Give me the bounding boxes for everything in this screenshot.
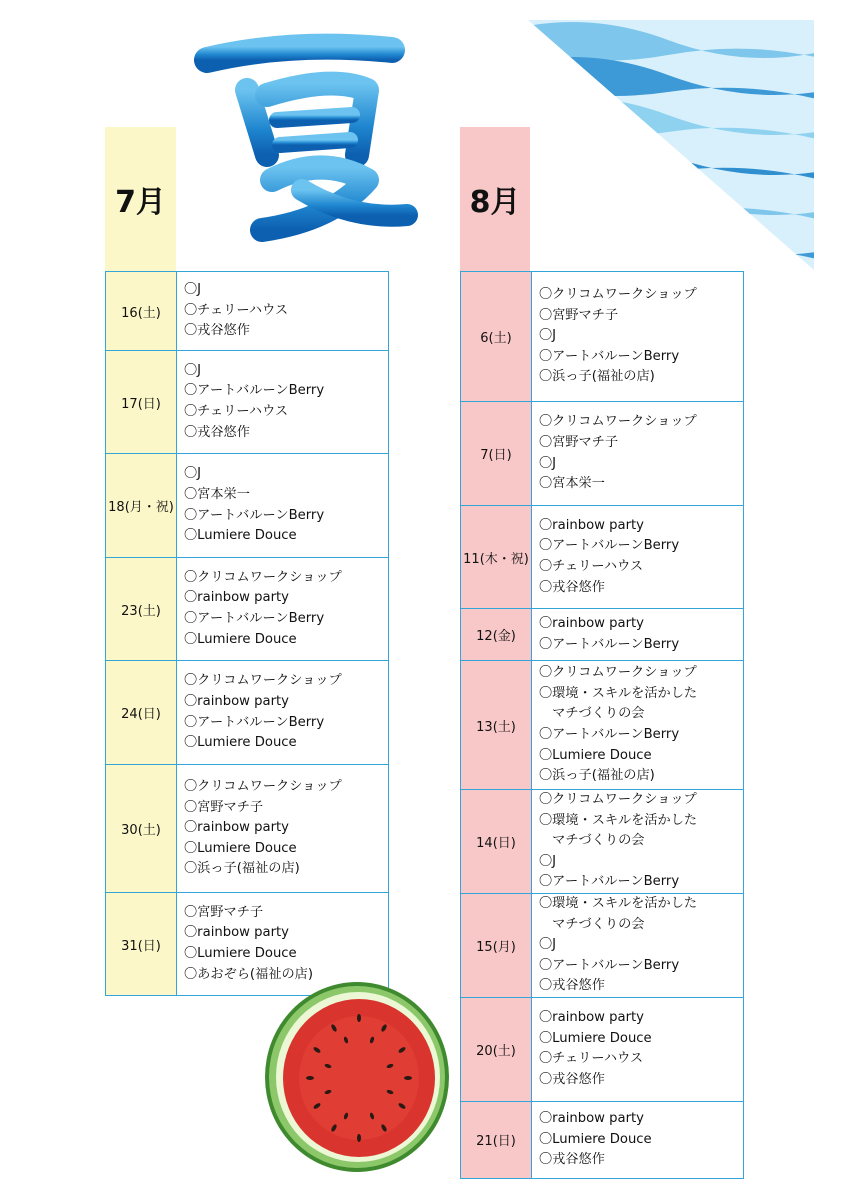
- event-item: 〇Lumiere Douce: [184, 946, 297, 961]
- event-item: 〇アートバルーンBerry: [539, 957, 680, 973]
- event-item: 〇アートバルーンBerry: [184, 383, 325, 399]
- events-cell: [177, 558, 389, 661]
- july-schedule-table: [105, 271, 389, 996]
- date-cell: 12(金): [461, 609, 532, 661]
- event-item: 〇アートバルーンBerry: [539, 348, 680, 364]
- event-item: 〇宮本栄一: [184, 486, 250, 502]
- events-cell: [532, 609, 744, 661]
- july-month-label: [105, 127, 176, 271]
- event-item: 〇クリコムワークショップ: [539, 414, 697, 430]
- date-cell: 15(月): [461, 894, 532, 998]
- events-cell: [177, 272, 389, 351]
- events-cell: [532, 997, 744, 1101]
- event-item: 〇Lumiere Douce: [539, 747, 652, 763]
- event-item: 〇浜っ子(福祉の店): [539, 369, 655, 385]
- date-cell: 31(日): [106, 893, 177, 996]
- event-item: 〇J: [539, 853, 557, 869]
- event-item: 〇Lumiere Douce: [539, 1131, 652, 1147]
- events-cell: [532, 272, 744, 402]
- event-item: マチづくりの会: [539, 916, 645, 932]
- event-item: 〇アートバルーンBerry: [539, 874, 680, 890]
- event-item: 〇rainbow party: [539, 615, 644, 631]
- event-item: 〇J: [539, 937, 557, 953]
- table-row: [461, 790, 744, 894]
- event-item: 〇環境・スキルを活かした: [539, 685, 698, 701]
- table-row: [106, 272, 389, 351]
- event-item: 〇J: [184, 282, 202, 298]
- events-cell: [177, 351, 389, 454]
- date-cell: 11(木・祝): [461, 506, 532, 609]
- event-item: 〇戎谷悠作: [184, 424, 250, 440]
- event-item: 〇rainbow party: [184, 693, 289, 709]
- event-item: 〇宮野マチ子: [539, 307, 619, 323]
- date-cell: 30(土): [106, 765, 177, 893]
- events-cell: [532, 506, 744, 609]
- event-item: 〇浜っ子(福祉の店): [184, 861, 300, 877]
- table-row: [461, 272, 744, 402]
- event-item: 〇アートバルーンBerry: [539, 636, 680, 652]
- event-item: マチづくりの会: [539, 833, 645, 849]
- event-item: 〇環境・スキルを活かした: [539, 896, 698, 911]
- event-item: 〇あおぞら(福祉の店): [184, 966, 313, 982]
- table-row: [461, 894, 744, 998]
- stripe-decoration: [528, 20, 814, 270]
- event-item: 〇環境・スキルを活かした: [539, 812, 698, 828]
- events-cell: [532, 661, 744, 790]
- date-cell: 24(日): [106, 661, 177, 765]
- table-row: [106, 558, 389, 661]
- august-schedule-table: [460, 271, 744, 1179]
- event-item: 〇宮野マチ子: [539, 434, 619, 450]
- date-cell: 17(日): [106, 351, 177, 454]
- date-cell: 6(土): [461, 272, 532, 402]
- event-item: 〇アートバルーンBerry: [539, 538, 680, 554]
- event-item: 〇J: [184, 466, 202, 482]
- events-cell: [532, 790, 744, 894]
- event-item: 〇戎谷悠作: [539, 1072, 605, 1088]
- event-item: 〇クリコムワークショップ: [184, 779, 342, 795]
- event-item: 〇チェリーハウス: [184, 404, 289, 419]
- event-item: マチづくりの会: [539, 706, 645, 722]
- table-row: [461, 609, 744, 661]
- table-row: [461, 997, 744, 1101]
- date-cell: 7(日): [461, 402, 532, 506]
- table-row: [461, 506, 744, 609]
- table-row: [461, 661, 744, 790]
- table-row: [106, 454, 389, 558]
- event-item: 〇戎谷悠作: [184, 323, 250, 339]
- august-month-text: 8月: [469, 185, 521, 220]
- table-row: [106, 765, 389, 893]
- events-cell: [532, 1101, 744, 1178]
- event-item: 〇クリコムワークショップ: [539, 287, 697, 303]
- events-cell: [532, 894, 744, 998]
- event-item: 〇アートバルーンBerry: [539, 727, 680, 742]
- event-item: 〇J: [539, 328, 557, 344]
- table-row: [461, 1101, 744, 1178]
- event-item: 〇Lumiere Douce: [184, 528, 297, 544]
- event-item: 〇アートバルーンBerry: [184, 507, 325, 523]
- event-item: 〇宮野マチ子: [184, 904, 264, 920]
- date-cell: 16(土): [106, 272, 177, 351]
- event-item: 〇rainbow party: [184, 590, 289, 606]
- event-item: 〇rainbow party: [539, 1010, 644, 1026]
- event-item: 〇Lumiere Douce: [184, 631, 297, 647]
- event-item: 〇宮本栄一: [539, 476, 605, 492]
- table-row: [461, 402, 744, 506]
- event-item: 〇宮野マチ子: [184, 799, 264, 815]
- july-month-text: 7月: [115, 185, 166, 220]
- date-cell: 13(土): [461, 661, 532, 790]
- event-item: 〇rainbow party: [539, 1111, 644, 1127]
- watermelon-illustration: [262, 980, 452, 1174]
- event-item: 〇チェリーハウス: [539, 559, 644, 574]
- event-item: 〇Lumiere Douce: [184, 840, 297, 856]
- events-cell: [177, 454, 389, 558]
- date-cell: 20(土): [461, 997, 532, 1101]
- date-cell: 23(土): [106, 558, 177, 661]
- event-item: 〇Lumiere Douce: [539, 1030, 652, 1046]
- event-item: 〇戎谷悠作: [539, 1152, 605, 1168]
- event-item: 〇チェリーハウス: [184, 302, 289, 318]
- summer-kanji-decoration: [192, 20, 422, 245]
- event-item: 〇戎谷悠作: [539, 579, 605, 595]
- date-cell: 18(月・祝): [106, 454, 177, 558]
- event-item: 〇rainbow party: [184, 925, 289, 941]
- date-cell: 14(日): [461, 790, 532, 894]
- event-item: 〇J: [539, 455, 557, 471]
- event-item: 〇クリコムワークショップ: [539, 792, 697, 808]
- event-item: 〇J: [184, 362, 202, 378]
- event-item: 〇クリコムワークショップ: [539, 665, 697, 681]
- event-item: 〇アートバルーンBerry: [184, 714, 325, 730]
- events-cell: [532, 402, 744, 506]
- events-cell: [177, 765, 389, 893]
- table-row: [106, 351, 389, 454]
- event-item: 〇浜っ子(福祉の店): [539, 768, 655, 784]
- event-item: 〇クリコムワークショップ: [184, 569, 342, 585]
- event-item: 〇Lumiere Douce: [184, 735, 297, 751]
- event-item: 〇チェリーハウス: [539, 1051, 644, 1067]
- events-cell: [177, 661, 389, 765]
- event-item: 〇クリコムワークショップ: [184, 673, 342, 689]
- event-item: 〇アートバルーンBerry: [184, 611, 325, 626]
- table-row: [106, 661, 389, 765]
- date-cell: 21(日): [461, 1101, 532, 1178]
- event-item: 〇rainbow party: [539, 517, 644, 533]
- event-item: 〇rainbow party: [184, 820, 289, 836]
- event-item: 〇戎谷悠作: [539, 978, 605, 994]
- august-month-label: [460, 127, 530, 271]
